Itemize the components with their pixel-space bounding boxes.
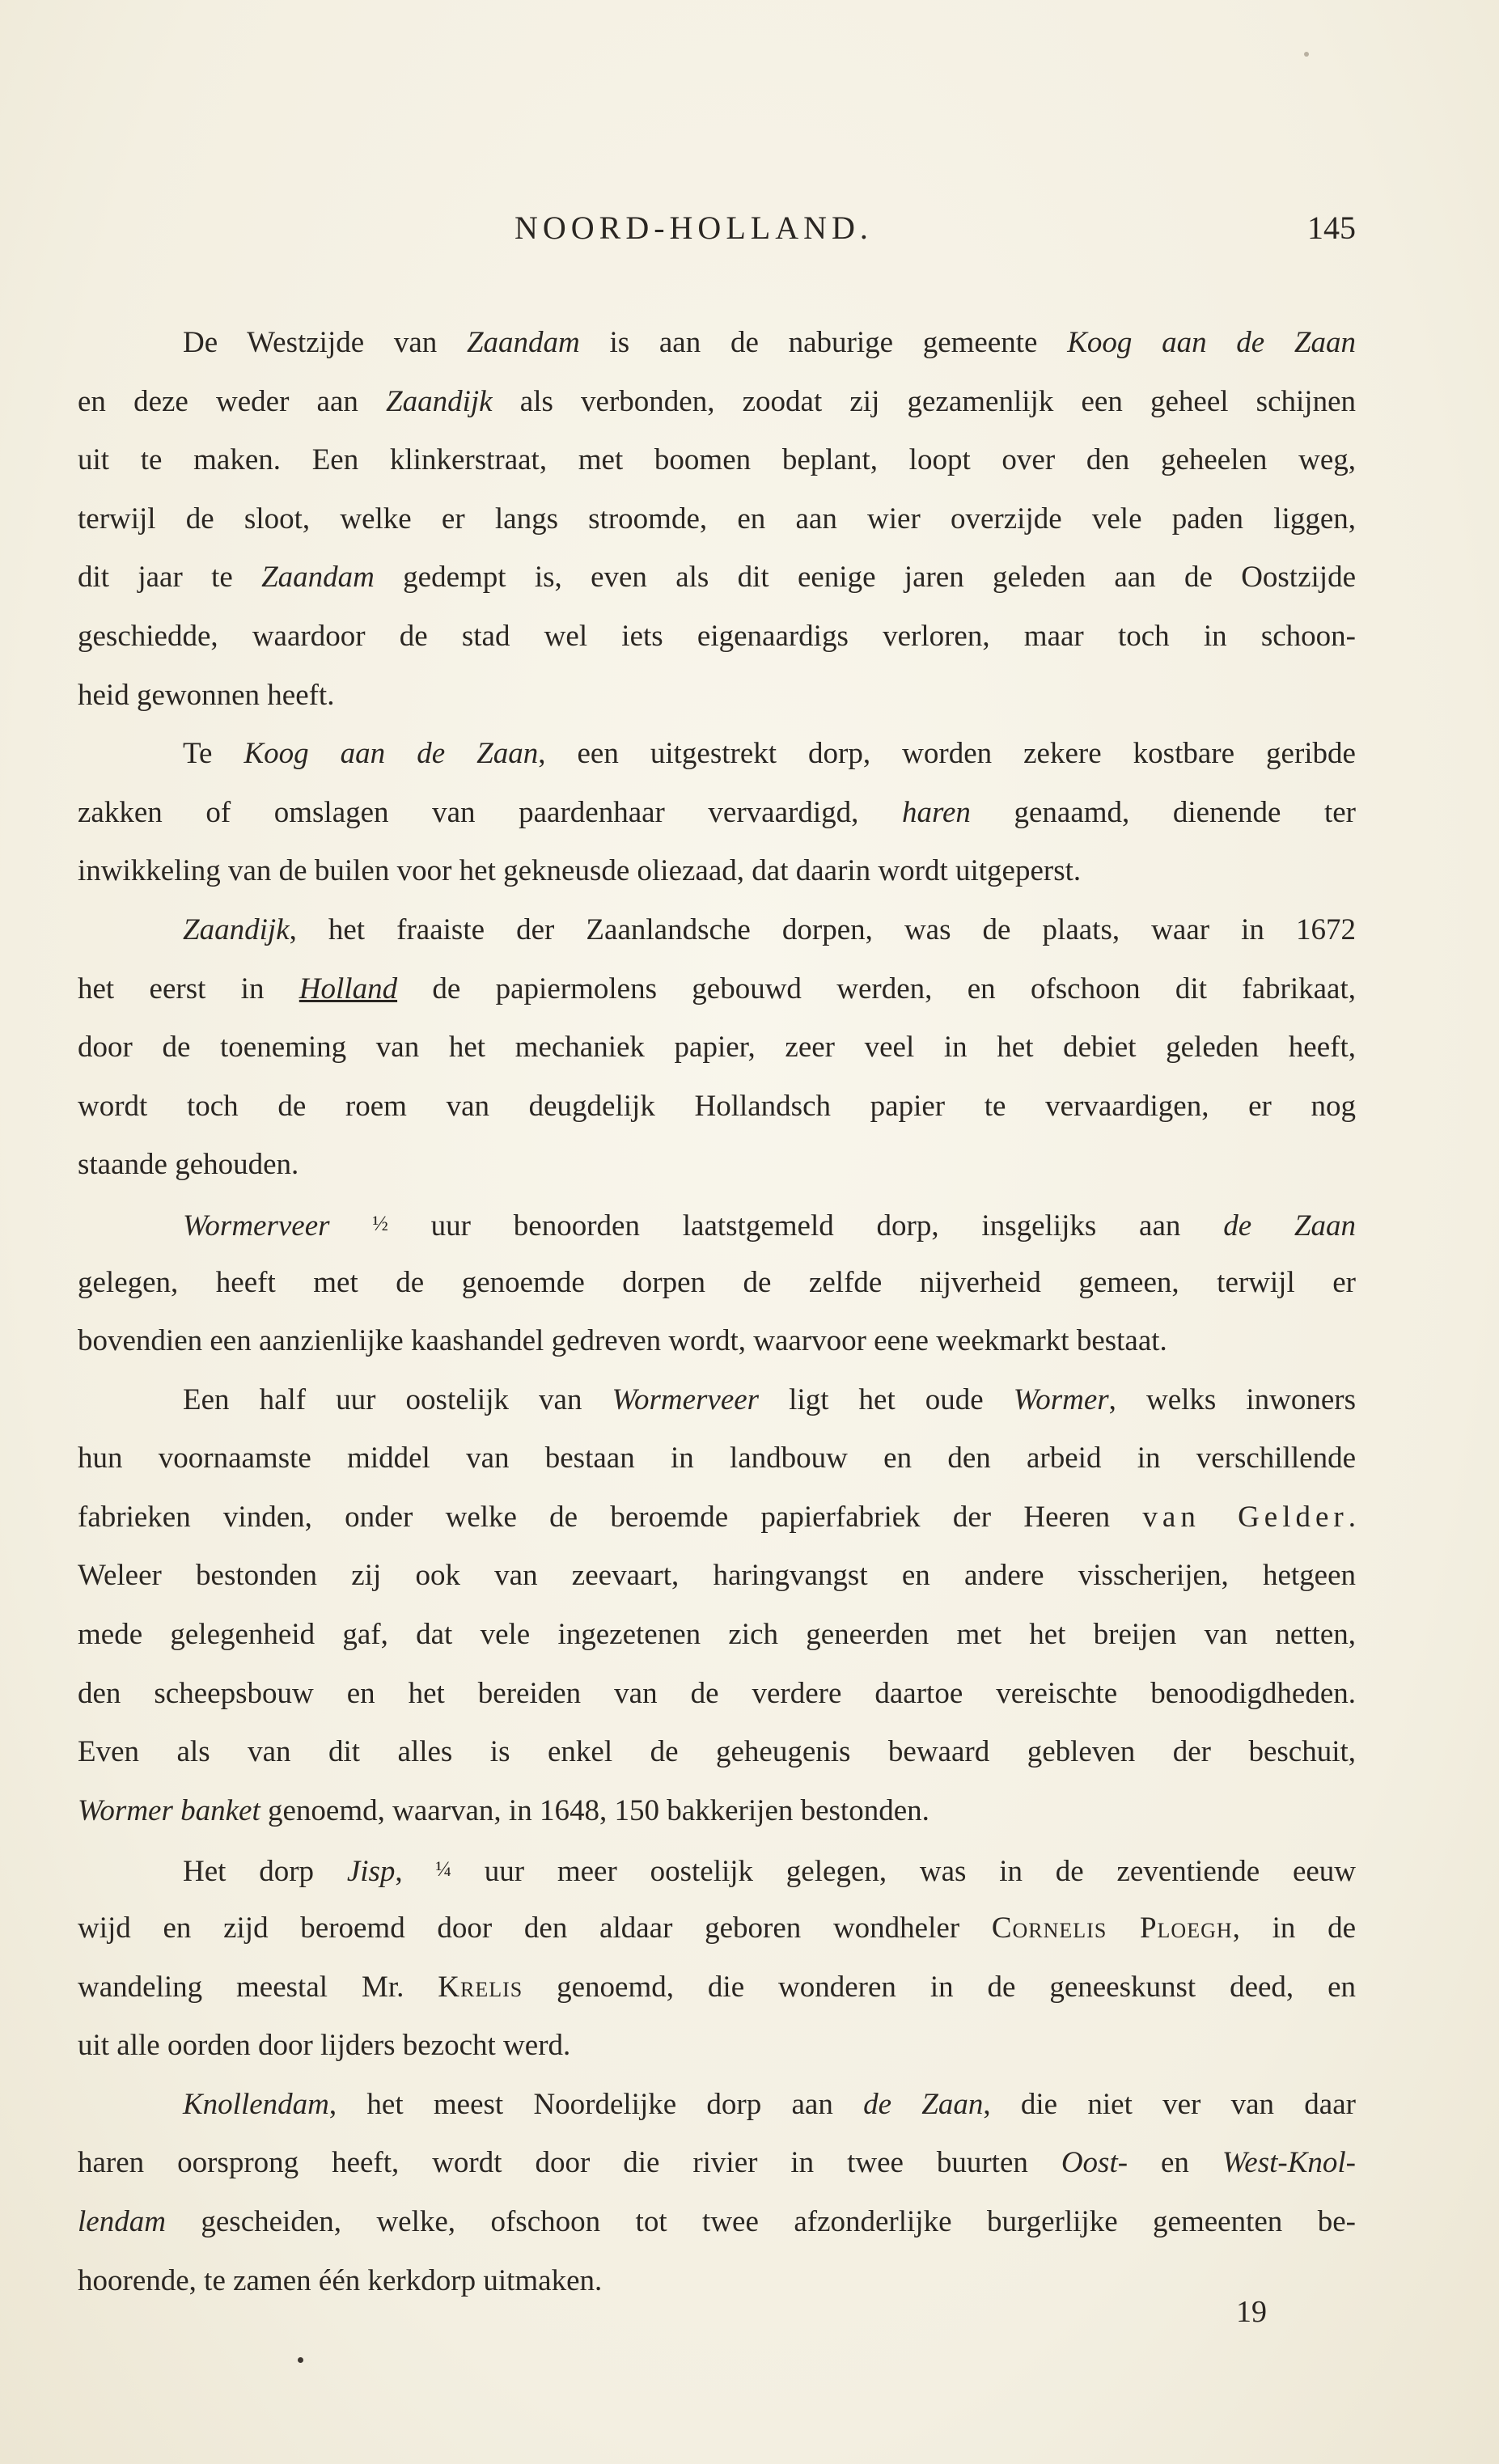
small-caps-name: Krelis <box>438 1970 523 2004</box>
text-line: Het dorp Jisp, ¼ uur meer oostelijk gelegen, was in de zeventiende eeuw <box>183 1855 1357 1889</box>
italic-term: Zaandam <box>261 561 375 595</box>
italic-term: Wormerveer <box>183 1209 330 1243</box>
paragraph <box>78 1371 1356 1841</box>
fraction: ½ <box>372 1211 388 1235</box>
text-line: wandeling meestal Mr. Krelis genoemd, die wonderen in de geneeskunst deed, en <box>78 1970 1356 2004</box>
paragraph <box>78 314 1356 725</box>
text-line: bovendien een aanzienlijke kaashandel gedreven wordt, waarvoor eene weekmarkt bestaat. <box>78 1324 1167 1358</box>
text-line: fabrieken vinden, onder welke de beroemde papierfabriek der Heeren van Gelder. <box>78 1500 1356 1534</box>
text-line: Zaandijk, het fraaiste der Zaanlandsche dorpen, was de plaats, waar in 1672 <box>183 912 1356 946</box>
text-line: zakken of omslagen van paardenhaar vervaardigd, haren genaamd, dienende ter <box>78 795 1356 829</box>
italic-term: Koog aan de Zaan <box>243 737 539 771</box>
italic-term: haren <box>901 795 971 829</box>
italic-term: Knollendam <box>183 2087 329 2121</box>
italic-term: Wormer banket <box>78 1793 260 1827</box>
text-line: geschiedde, waardoor de stad wel iets eigenaardigs verloren, maar toch in schoon- <box>78 619 1356 653</box>
italic-term: de Zaan <box>863 2087 984 2121</box>
text-line: hun voornaamste middel van bestaan in landbouw en den arbeid in verschillende <box>78 1442 1356 1475</box>
text-line: uit te maken. Een klinkerstraat, met boomen beplant, loopt over den geheelen weg, <box>78 443 1356 477</box>
text-line: inwikkeling van de builen voor het gekneusde oliezaad, dat daarin wordt uitgeperst. <box>78 854 1082 888</box>
text-line: mede gelegenheid gaf, dat vele ingezetenen zich geneerden met het breijen van netten, <box>78 1618 1356 1652</box>
italic-term: Wormerveer <box>612 1382 760 1416</box>
text-line: De Westzijde van Zaandam is aan de naburige gemeente Koog aan de Zaan <box>183 326 1356 359</box>
page-number: 145 <box>1307 210 1356 246</box>
paragraph <box>78 2076 1356 2310</box>
text-line: terwijl de sloot, welke er langs stroomde, en aan wier overzijde vele paden liggen, <box>78 502 1356 536</box>
signature-mark: 19 <box>1236 2295 1267 2329</box>
italic-term: Zaandam <box>466 326 580 359</box>
ink-speck <box>298 2357 303 2363</box>
text-line: hoorende, te zamen één kerkdorp uitmaken. <box>78 2263 603 2297</box>
text-line: staande gehouden. <box>78 1148 299 1182</box>
text-line: lendam gescheiden, welke, ofschoon tot twee afzonderlijke burgerlijke gemeenten be- <box>78 2205 1356 2238</box>
text-line: Even als van dit alles is enkel de geheugenis bewaard gebleven der beschuit, <box>78 1735 1356 1769</box>
text-line: het eerst in Holland de papiermolens gebouwd werden, en ofschoon dit fabrikaat, <box>78 972 1357 1005</box>
paragraph <box>78 1840 1356 2075</box>
italic-term: West-Knol- <box>1222 2146 1356 2180</box>
paragraph <box>78 725 1356 901</box>
paragraph <box>78 1195 1356 1371</box>
text-line: dit jaar te Zaandam gedempt is, even als dit eenige jaren geleden aan de Oostzijde <box>78 561 1356 595</box>
text-line: Wormerveer ½ uur benoorden laatstgemeld dorp, insgelijks aan de Zaan <box>183 1209 1357 1243</box>
fraction: ¼ <box>435 1857 451 1882</box>
text-line: Een half uur oostelijk van Wormerveer ligt het oude Wormer, welks inwoners <box>183 1382 1357 1416</box>
text-line: wordt toch de roem van deugdelijk Hollandsch papier te vervaardigen, er nog <box>78 1089 1356 1123</box>
italic-term: Oost- <box>1061 2146 1128 2180</box>
text-line: en deze weder aan Zaandijk als verbonden, zoodat zij gezamenlijk een geheel schijnen <box>78 384 1356 418</box>
text-line: door de toeneming van het mechaniek papier, zeer veel in het debiet geleden heeft, <box>78 1031 1356 1065</box>
italic-term: Zaandijk <box>386 384 493 418</box>
italic-term: Zaandijk <box>183 912 290 946</box>
running-head: NOORD-HOLLAND. <box>514 210 873 246</box>
text-line: uit alle oorden door lijders bezocht werd. <box>78 2029 571 2063</box>
text-line: Wormer banket genoemd, waarvan, in 1648, 150 bakkerijen bestonden. <box>78 1793 929 1827</box>
text-line: Te Koog aan de Zaan, een uitgestrekt dorp, worden zekere kostbare geribde <box>183 737 1356 771</box>
body-text <box>78 314 1356 2310</box>
paragraph <box>78 901 1356 1195</box>
text-line: gelegen, heeft met de genoemde dorpen de zelfde nijverheid gemeen, terwijl er <box>78 1265 1356 1299</box>
italic-term: Koog aan de Zaan <box>1067 326 1356 359</box>
small-caps-name: Cornelis Ploegh <box>991 1912 1233 1945</box>
text-line: haren oorsprong heeft, wordt door die rivier in twee buurten Oost- en West-Knol- <box>78 2146 1356 2180</box>
page-header <box>78 209 1356 257</box>
underlined-term: Holland <box>299 972 398 1005</box>
italic-term: Wormer <box>1013 1382 1109 1416</box>
text-line: Knollendam, het meest Noordelijke dorp aan de Zaan, die niet ver van daar <box>183 2087 1356 2121</box>
italic-term: Jisp <box>346 1855 396 1889</box>
italic-term: lendam <box>78 2205 166 2238</box>
text-line: den scheepsbouw en het bereiden van de verdere daartoe vereischte benoodigdheden. <box>78 1676 1356 1710</box>
paper-speck <box>1304 52 1309 57</box>
text-line: Weleer bestonden zij ook van zeevaart, haringvangst en andere visscherijen, hetgeen <box>78 1559 1356 1593</box>
spaced-name: van Gelder <box>1142 1500 1349 1534</box>
text-line: wijd en zijd beroemd door den aldaar geboren wondheler Cornelis Ploegh, in de <box>78 1912 1356 1945</box>
text-line: heid gewonnen heeft. <box>78 678 335 712</box>
italic-term: de Zaan <box>1223 1209 1357 1243</box>
